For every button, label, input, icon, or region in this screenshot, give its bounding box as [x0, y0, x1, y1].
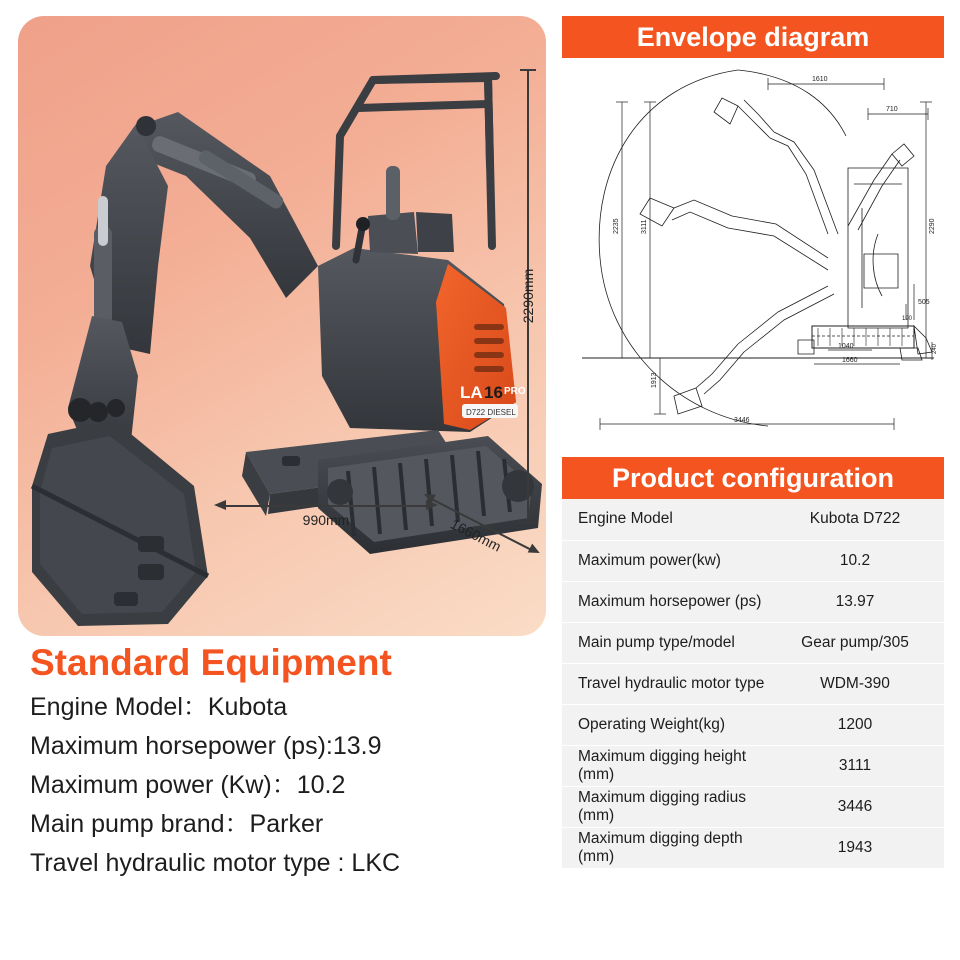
- spec-value: Kubota D722: [780, 499, 944, 540]
- envelope-diagram-body: [562, 58, 944, 440]
- spec-value: 3446: [780, 786, 944, 827]
- standard-equipment-title: Standard Equipment: [30, 642, 392, 683]
- standard-equipment-section: [30, 642, 550, 883]
- spec-key: Main pump type/model: [562, 622, 780, 663]
- svg-text:D722 DIESEL: D722 DIESEL: [466, 408, 516, 417]
- spec-value: 3111: [780, 745, 944, 786]
- product-photo-panel: [18, 16, 546, 636]
- spec-key: Maximum digging depth (mm): [578, 829, 743, 865]
- dimension-length-label: 1660mm: [448, 515, 504, 555]
- spec-key: Travel hydraulic motor type: [562, 663, 780, 704]
- spec-key: Maximum horsepower (ps): [562, 581, 780, 622]
- table-row: [562, 704, 944, 745]
- dimension-width: [214, 496, 438, 530]
- envelope-diagram-drawing: [562, 58, 944, 440]
- spec-key: Engine Model: [562, 499, 780, 540]
- list-item: Maximum power (Kw)：10.2: [30, 771, 346, 799]
- env-label-710: 710: [886, 106, 898, 113]
- dimension-width-label: 990mm: [302, 512, 350, 528]
- dimension-height-label: 2290mm: [520, 268, 536, 324]
- table-row: [562, 827, 944, 868]
- env-label-240: 240: [932, 343, 938, 354]
- env-label-2235: 2235: [613, 218, 620, 234]
- spec-value: WDM-390: [780, 663, 944, 704]
- table-row: [562, 786, 944, 827]
- table-row: [562, 622, 944, 663]
- spec-key: Maximum digging radius (mm): [562, 786, 780, 827]
- env-label-2290: 2290: [929, 218, 936, 234]
- svg-text:LA: LA: [460, 383, 483, 402]
- env-label-1913: 1913: [651, 372, 658, 388]
- spec-key: Maximum digging height (mm): [562, 745, 780, 786]
- svg-text:16: 16: [484, 383, 503, 402]
- envelope-diagram-title: Envelope diagram: [636, 21, 870, 52]
- env-label-190: 190: [902, 316, 913, 322]
- env-label-1610: 1610: [812, 76, 828, 83]
- table-row: [562, 581, 944, 622]
- product-configuration-table: [562, 499, 944, 868]
- product-configuration-title: Product configuration: [612, 462, 894, 493]
- list-item: Main pump brand：Parker: [30, 810, 324, 838]
- table-row: [562, 663, 944, 704]
- env-label-3446: 3446: [734, 417, 750, 424]
- svg-text:PRO: PRO: [504, 386, 526, 397]
- product-configuration-header: [562, 457, 944, 499]
- spec-value: 10.2: [780, 540, 944, 581]
- list-item: Maximum horsepower (ps):13.9: [30, 732, 382, 760]
- spec-key: Maximum power(kw): [562, 540, 780, 581]
- env-label-1040: 1040: [838, 343, 854, 350]
- spec-value: 1943: [837, 838, 873, 856]
- table-row: [562, 540, 944, 581]
- table-row: [562, 745, 944, 786]
- spec-value: Gear pump/305: [780, 622, 944, 663]
- spec-value: 1200: [780, 704, 944, 745]
- spec-key: Operating Weight(kg): [562, 704, 780, 745]
- envelope-diagram-header: [562, 16, 944, 58]
- env-label-3111: 3111: [641, 219, 648, 234]
- dimension-height: [510, 61, 546, 531]
- standard-equipment-list: [30, 688, 550, 883]
- list-item: Engine Model：Kubota: [30, 693, 288, 721]
- list-item: Travel hydraulic motor type : LKC: [30, 849, 401, 877]
- env-label-505: 505: [918, 299, 930, 306]
- spec-value: 13.97: [780, 581, 944, 622]
- env-label-1660: 1660: [842, 357, 858, 364]
- table-row: [562, 499, 944, 540]
